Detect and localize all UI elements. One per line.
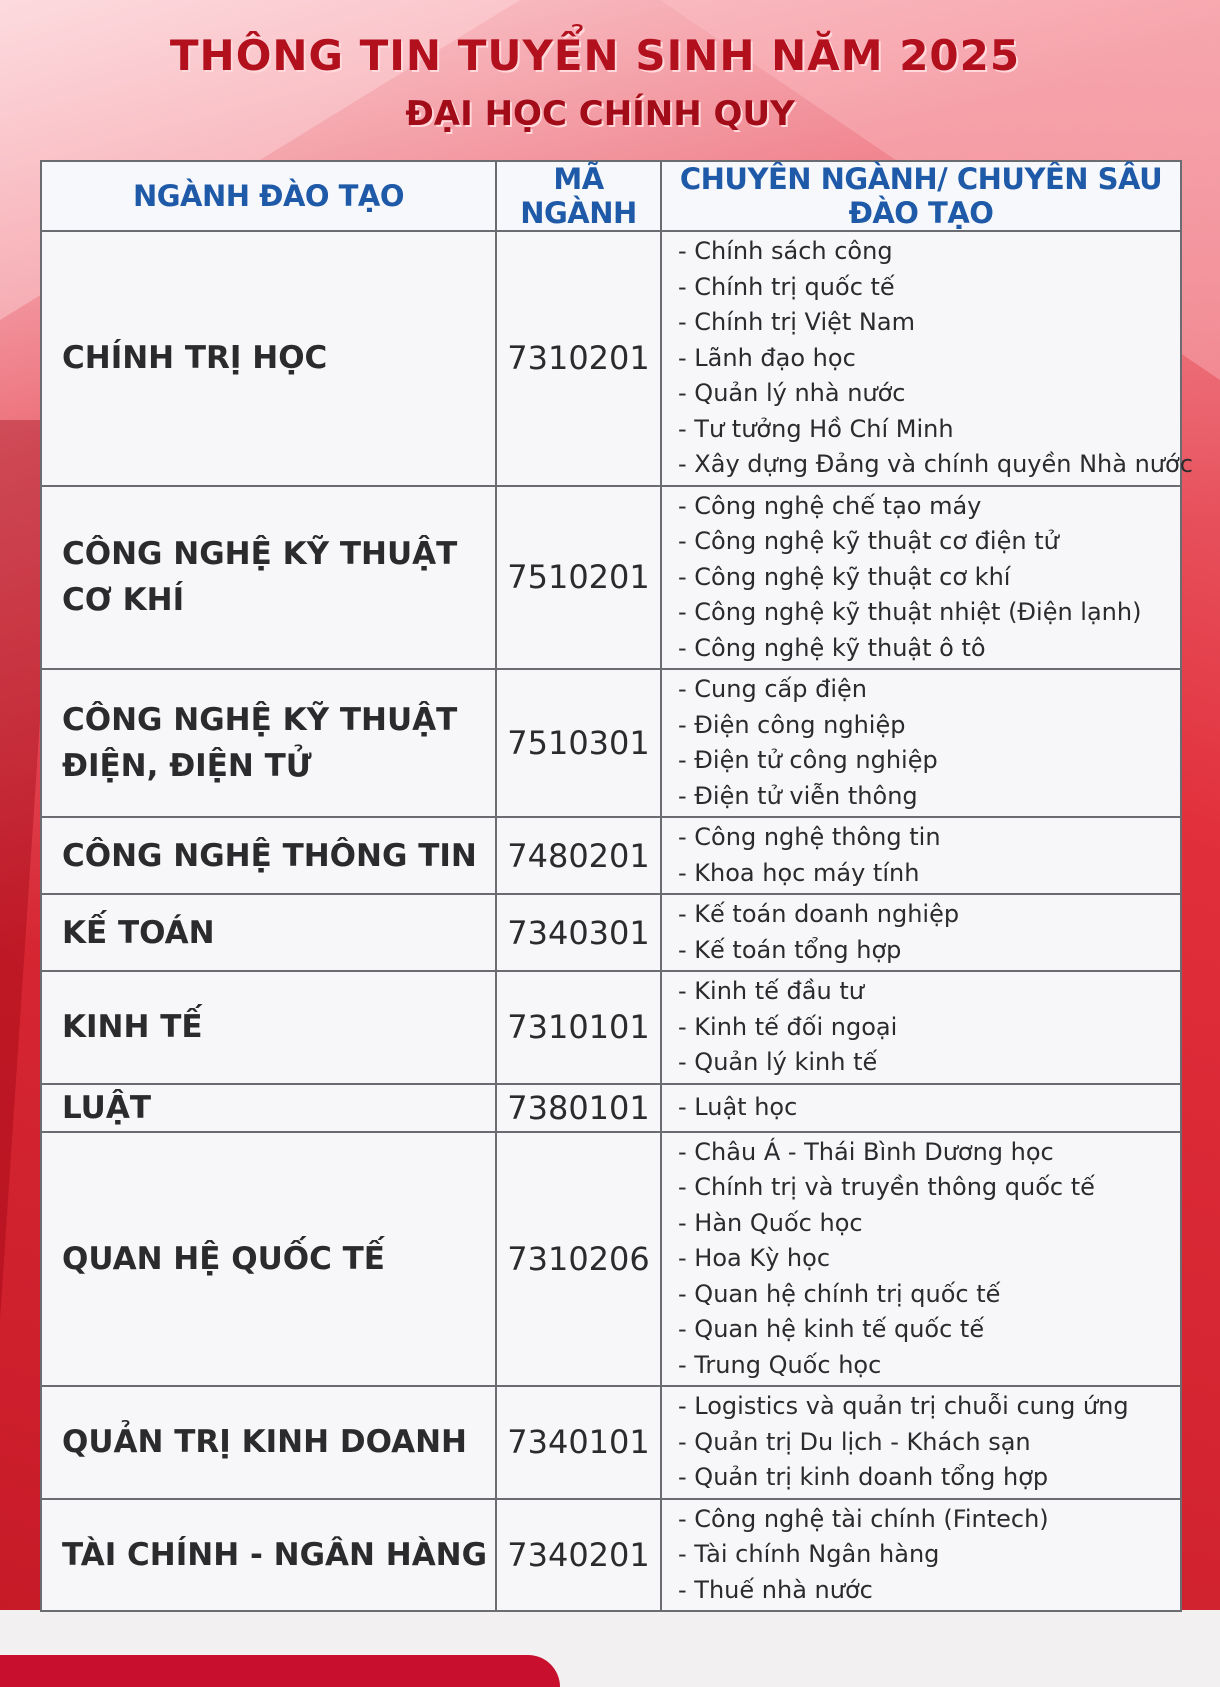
specialization-item: - Công nghệ kỹ thuật nhiệt (Điện lạnh) bbox=[678, 595, 1180, 631]
specialization-item: - Quản trị kinh doanh tổng hợp bbox=[678, 1460, 1180, 1496]
specialization-item: - Quản lý kinh tế bbox=[678, 1045, 1180, 1081]
specialization-list bbox=[678, 820, 1180, 891]
specialization-item: - Chính trị quốc tế bbox=[678, 270, 1180, 306]
specialization-item: - Công nghệ kỹ thuật ô tô bbox=[678, 631, 1180, 667]
major-code: 7340301 bbox=[496, 894, 661, 971]
major-name: LUẬT bbox=[41, 1084, 496, 1132]
specialization-item: - Thuế nhà nước bbox=[678, 1573, 1180, 1609]
specialization-item: - Chính trị Việt Nam bbox=[678, 305, 1180, 341]
specialization-cell bbox=[661, 817, 1181, 894]
specialization-item: - Điện tử viễn thông bbox=[678, 779, 1180, 815]
specialization-item: - Quan hệ chính trị quốc tế bbox=[678, 1277, 1180, 1313]
page-subtitle: ĐẠI HỌC CHÍNH QUY bbox=[405, 94, 795, 134]
specialization-item: - Quản trị Du lịch - Khách sạn bbox=[678, 1425, 1180, 1461]
specialization-item: - Kế toán doanh nghiệp bbox=[678, 897, 1180, 933]
table-row bbox=[41, 1499, 1181, 1612]
major-name: KẾ TOÁN bbox=[41, 894, 496, 971]
specialization-item: - Hoa Kỳ học bbox=[678, 1241, 1180, 1277]
major-name: CHÍNH TRỊ HỌC bbox=[41, 231, 496, 486]
specialization-item: - Công nghệ tài chính (Fintech) bbox=[678, 1502, 1180, 1538]
major-code: 7480201 bbox=[496, 817, 661, 894]
major-code: 7510201 bbox=[496, 486, 661, 670]
table-row bbox=[41, 971, 1181, 1084]
specialization-cell bbox=[661, 669, 1181, 817]
major-code: 7310201 bbox=[496, 231, 661, 486]
major-code: 7310206 bbox=[496, 1132, 661, 1387]
table-row bbox=[41, 1132, 1181, 1387]
specialization-list bbox=[678, 234, 1193, 483]
specialization-item: - Chính sách công bbox=[678, 234, 1180, 270]
major-name: QUAN HỆ QUỐC TẾ bbox=[41, 1132, 496, 1387]
specialization-item: - Kế toán tổng hợp bbox=[678, 933, 1180, 969]
specialization-item: - Xây dựng Đảng và chính quyền Nhà nước bbox=[678, 447, 1180, 483]
admissions-table bbox=[40, 160, 1193, 1612]
poster-header bbox=[0, 28, 1220, 144]
specialization-item: - Cung cấp điện bbox=[678, 672, 1180, 708]
specialization-list bbox=[678, 1090, 1180, 1126]
column-header-specializations: CHUYÊN NGÀNH/ CHUYÊN SÂU ĐÀO TẠO bbox=[661, 161, 1181, 231]
major-name: CÔNG NGHỆ THÔNG TIN bbox=[41, 817, 496, 894]
table-row bbox=[41, 817, 1181, 894]
major-name: QUẢN TRỊ KINH DOANH bbox=[41, 1386, 496, 1499]
specialization-item: - Công nghệ chế tạo máy bbox=[678, 489, 1180, 525]
major-name: KINH TẾ bbox=[41, 971, 496, 1084]
major-name: CÔNG NGHỆ KỸ THUẬT CƠ KHÍ bbox=[41, 486, 496, 670]
specialization-item: - Điện công nghiệp bbox=[678, 708, 1180, 744]
table-row bbox=[41, 1084, 1181, 1132]
specialization-item: - Công nghệ thông tin bbox=[678, 820, 1180, 856]
specialization-item: - Quản lý nhà nước bbox=[678, 376, 1180, 412]
specialization-item: - Công nghệ kỹ thuật cơ điện tử bbox=[678, 524, 1180, 560]
specialization-cell bbox=[661, 1386, 1181, 1499]
specialization-list bbox=[678, 672, 1180, 814]
table-row bbox=[41, 669, 1181, 817]
specialization-item: - Khoa học máy tính bbox=[678, 856, 1180, 892]
footer-tab bbox=[0, 1655, 560, 1687]
specialization-item: - Trung Quốc học bbox=[678, 1348, 1180, 1384]
major-name: TÀI CHÍNH - NGÂN HÀNG bbox=[41, 1499, 496, 1612]
specialization-list bbox=[678, 1502, 1180, 1609]
table-row bbox=[41, 1386, 1181, 1499]
specialization-cell bbox=[661, 971, 1181, 1084]
table-header-row bbox=[41, 161, 1181, 231]
specialization-cell bbox=[661, 1132, 1181, 1387]
page-title: THÔNG TIN TUYỂN SINH NĂM 2025 bbox=[169, 31, 1021, 80]
table-row bbox=[41, 231, 1181, 486]
specialization-list bbox=[678, 974, 1180, 1081]
specialization-item: - Quan hệ kinh tế quốc tế bbox=[678, 1312, 1180, 1348]
specialization-cell bbox=[661, 1084, 1181, 1132]
specialization-item: - Kinh tế đầu tư bbox=[678, 974, 1180, 1010]
specialization-item: - Công nghệ kỹ thuật cơ khí bbox=[678, 560, 1180, 596]
specialization-item: - Logistics và quản trị chuỗi cung ứng bbox=[678, 1389, 1180, 1425]
column-header-major: NGÀNH ĐÀO TẠO bbox=[41, 161, 496, 231]
table-row bbox=[41, 894, 1181, 971]
major-code: 7310101 bbox=[496, 971, 661, 1084]
specialization-item: - Lãnh đạo học bbox=[678, 341, 1180, 377]
major-code: 7340101 bbox=[496, 1386, 661, 1499]
specialization-cell bbox=[661, 1499, 1181, 1612]
specialization-item: - Luật học bbox=[678, 1090, 1180, 1126]
specialization-list bbox=[678, 1135, 1180, 1384]
major-name: CÔNG NGHỆ KỸ THUẬT ĐIỆN, ĐIỆN TỬ bbox=[41, 669, 496, 817]
specialization-list bbox=[678, 897, 1180, 968]
specialization-item: - Tư tưởng Hồ Chí Minh bbox=[678, 412, 1180, 448]
specialization-item: - Điện tử công nghiệp bbox=[678, 743, 1180, 779]
specialization-list bbox=[678, 489, 1180, 667]
table-row bbox=[41, 486, 1181, 670]
specialization-cell bbox=[661, 486, 1181, 670]
specialization-item: - Tài chính Ngân hàng bbox=[678, 1537, 1180, 1573]
specialization-cell bbox=[661, 231, 1193, 486]
specialization-list bbox=[678, 1389, 1180, 1496]
major-code: 7510301 bbox=[496, 669, 661, 817]
major-code: 7380101 bbox=[496, 1084, 661, 1132]
specialization-item: - Kinh tế đối ngoại bbox=[678, 1010, 1180, 1046]
major-code: 7340201 bbox=[496, 1499, 661, 1612]
column-header-code: MÃ NGÀNH bbox=[496, 161, 661, 231]
specialization-item: - Châu Á - Thái Bình Dương học bbox=[678, 1135, 1180, 1171]
specialization-item: - Hàn Quốc học bbox=[678, 1206, 1180, 1242]
specialization-item: - Chính trị và truyền thông quốc tế bbox=[678, 1170, 1180, 1206]
specialization-cell bbox=[661, 894, 1181, 971]
